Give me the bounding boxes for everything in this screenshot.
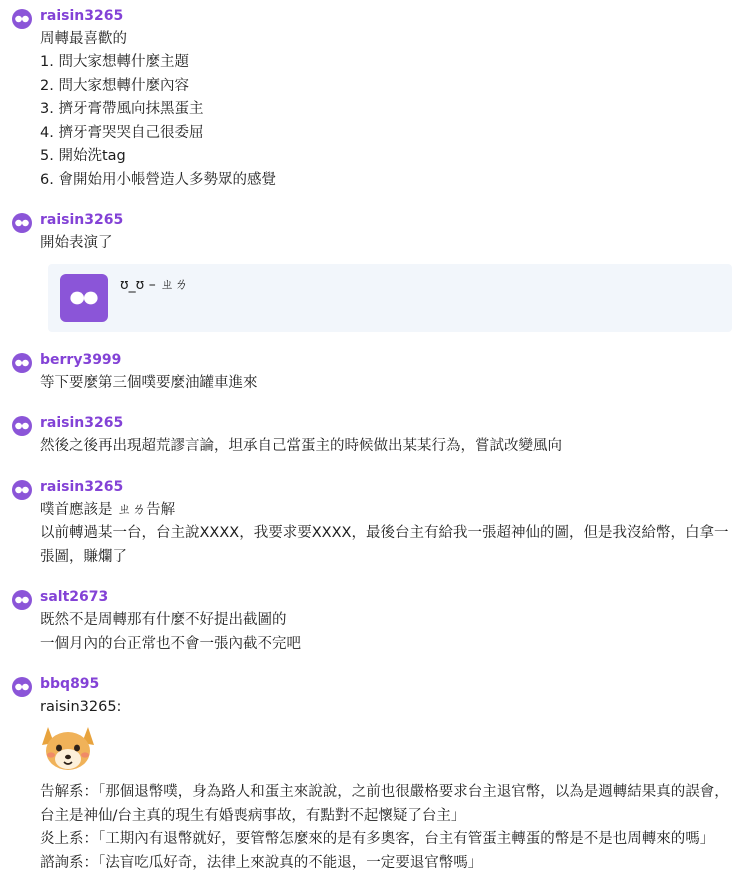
list-item: 5. 開始洗tag bbox=[40, 148, 126, 165]
list-item: 3. 擠牙膏帶風向抹黑蛋主 bbox=[40, 101, 204, 118]
chat-message bbox=[0, 210, 747, 331]
mask-avatar-icon[interactable] bbox=[12, 353, 32, 373]
chat-message bbox=[0, 6, 747, 192]
chat-message bbox=[0, 350, 747, 395]
chat-message bbox=[0, 413, 747, 458]
message-username[interactable]: salt2673 bbox=[40, 589, 109, 606]
message-text: 炎上系：「工期內有退幣就好，要管幣怎麼來的是有多奧客，台主有管蛋主轉蛋的幣是不是也周轉來的嗎」 bbox=[40, 831, 715, 848]
message-text: 既然不是周轉那有什麼不好提出截圖的 bbox=[40, 612, 287, 629]
chat-message bbox=[0, 477, 747, 569]
list-item: 1. 問大家想轉什麼主題 bbox=[40, 54, 189, 71]
mask-avatar-icon[interactable] bbox=[12, 9, 32, 29]
message-username[interactable]: bbq895 bbox=[40, 676, 100, 693]
message-text: 一個月內的台正常也不會一張內截不完吧 bbox=[40, 635, 301, 652]
fox-sticker-icon bbox=[40, 721, 737, 777]
list-item: 2. 問大家想轉什麼內容 bbox=[40, 77, 189, 94]
message-username[interactable]: raisin3265 bbox=[40, 415, 124, 432]
message-text: 諮詢系：「法盲吃瓜好奇，法律上來說真的不能退，一定要退官幣嗎」 bbox=[40, 854, 483, 871]
mask-avatar-icon[interactable] bbox=[12, 677, 32, 697]
message-username[interactable]: berry3999 bbox=[40, 351, 122, 368]
list-item: 4. 擠牙膏哭哭自己很委屈 bbox=[40, 124, 204, 141]
quoted-username: raisin3265: bbox=[40, 699, 122, 716]
mask-avatar-icon[interactable] bbox=[12, 213, 32, 233]
message-username[interactable]: raisin3265 bbox=[40, 478, 124, 495]
mask-avatar-icon bbox=[60, 274, 108, 322]
quoted-post-embed[interactable] bbox=[48, 264, 732, 332]
message-text: 開始表演了 bbox=[40, 235, 113, 252]
message-text: 噗首應該是 ㄓㄌ告解 bbox=[40, 501, 176, 518]
mask-avatar-icon[interactable] bbox=[12, 416, 32, 436]
mask-avatar-icon[interactable] bbox=[12, 590, 32, 610]
message-text: 然後之後再出現超荒謬言論，坦承自己當蛋主的時候做出某某行為，嘗試改變風向 bbox=[40, 438, 562, 455]
message-numbered-list bbox=[40, 51, 737, 192]
quoted-post-text: ʊ_ʊ – ㄓㄌ bbox=[120, 276, 189, 293]
message-text: 以前轉過某一台，台主說XXXX，我要求要XXXX，最後台主有給我一張超神仙的圖，但是我沒給幣，白拿一張圖，賺爛了 bbox=[40, 525, 729, 565]
chat-message bbox=[0, 587, 747, 656]
message-text: 等下要麼第三個噗要麼油罐車進來 bbox=[40, 374, 258, 391]
message-text: 周轉最喜歡的 bbox=[40, 31, 127, 47]
message-text: 告解系：「那個退幣噗，身為路人和蛋主來說說，之前也很嚴格要求台主退官幣，以為是週轉結果真的誤會，台主是神仙/台主真的現生有婚喪病事故，有點對不起懷疑了台主」 bbox=[40, 784, 729, 824]
list-item: 6. 會開始用小帳營造人多勢眾的感覺 bbox=[40, 171, 276, 188]
message-username[interactable]: raisin3265 bbox=[40, 8, 124, 24]
chat-message bbox=[0, 674, 747, 875]
message-username[interactable]: raisin3265 bbox=[40, 212, 124, 229]
mask-avatar-icon[interactable] bbox=[12, 480, 32, 500]
